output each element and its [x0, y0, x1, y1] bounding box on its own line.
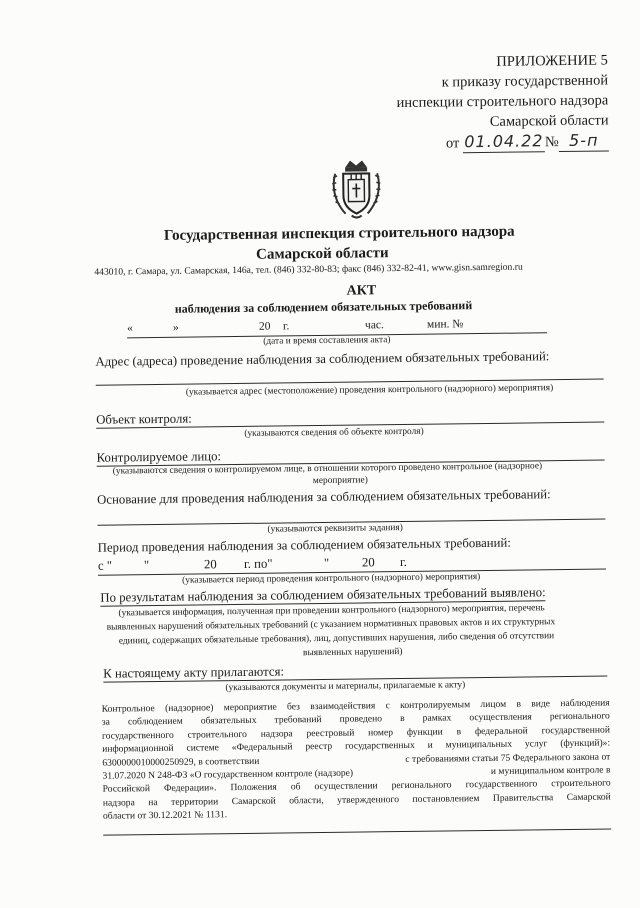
date-year-suffix: г. — [282, 320, 290, 333]
appendix-date-handwritten: 01.04.22 — [463, 131, 545, 153]
appendix-number-handwritten: 5-п — [559, 130, 609, 152]
paragraph-line-8: надзора на территории Самарской области, утвержденного постановлением Правительства Самарской — [102, 791, 611, 809]
basis-hint: (указываются реквизиты задания) — [267, 522, 403, 535]
address-hint: (указывается адрес (местоположение) проведения контрольного (надзорного) мероприятия) — [185, 383, 554, 398]
appendix-date-prefix: от — [445, 135, 460, 152]
address-label: Адрес (адреса) проведение наблюдения за соблюдением обязательных требований: — [95, 349, 550, 369]
date-hint: (дата и время составления акта) — [263, 335, 391, 347]
appendix-block — [388, 50, 609, 154]
appendix-line-3: инспекции строительного надзора — [396, 92, 609, 112]
attachments-hint: (указываются документы и материалы, прилагаемые к акту) — [225, 680, 466, 694]
period-quote-1: " — [143, 558, 150, 573]
results-hint-2: выявленных нарушений обязательных требований (с указанием нормативных правовых актов и их структурных — [106, 617, 556, 633]
paragraph-line-6b: и муниципальном контроле в — [490, 764, 611, 777]
date-minutes-number: мин. № — [426, 318, 464, 331]
paragraph-line-3: государственного строительного надзора реестровый номер функции в федеральной государственной — [101, 724, 611, 742]
organization-name-line-2: Самарской области — [256, 245, 389, 263]
legal-paragraph — [102, 696, 611, 823]
period-year-2: 20 — [361, 555, 375, 570]
basis-label: Основание для проведения наблюдения за соблюдением обязательных требований: — [97, 487, 551, 507]
paragraph-line-7: Российской Федерации». Положения об осуществлении регионального государственного строительного — [102, 777, 611, 796]
results-hint-4: выявленных нарушений) — [302, 647, 403, 659]
organization-contacts: 443010, г. Самара, ул. Самарская, 146а, тел. (846) 332-80-83; факс (846) 332-82-41, www.gisn.samregion.ru — [94, 261, 523, 278]
period-quote-2: " — [323, 555, 330, 570]
period-to: г. по" — [243, 556, 273, 571]
coat-of-arms-emblem — [331, 157, 382, 222]
organization-name-line-1: Государственная инспекция строительного надзора — [163, 223, 515, 244]
results-hint-3: единиц, содержащих обязательные требования), лиц, допустивших нарушения, либо сведения об отсутствии — [118, 631, 555, 647]
paragraph-line-2: за соблюдением обязательных требований проведено в рамках осуществления регионального — [101, 710, 610, 729]
appendix-number-prefix: № — [544, 134, 559, 151]
date-quote-open: « — [126, 322, 133, 335]
paragraph-line-4: информационной системе «Федеральный реестр государственных и муниципальных услуг (функций)»: — [102, 737, 611, 755]
date-year-prefix: 20 — [258, 320, 271, 333]
attachments-label: К настоящему акту прилагаются: — [103, 661, 607, 683]
act-title: АКТ — [346, 283, 377, 299]
footer-rule — [103, 828, 611, 835]
paragraph-line-6a: 31.07.2020 N 248-ФЗ «О государственном контроле (надзоре) — [102, 767, 354, 782]
paragraph-line-5a: 6300000010000250929, в соответствии — [102, 755, 260, 769]
period-label: Период проведения наблюдения за соблюдением обязательных требований: — [97, 535, 511, 555]
results-label: По результатам наблюдения за соблюдением обязательных требований выявлено: — [100, 585, 546, 605]
object-label: Объект контроля: — [96, 407, 604, 429]
object-hint: (указываются сведения об объекте контроля) — [244, 426, 424, 439]
appendix-line-2: к приказу государственной — [441, 72, 609, 91]
period-year-1: 20 — [203, 557, 217, 572]
date-quote-close: » — [172, 321, 179, 334]
appendix-date-row — [389, 130, 609, 154]
appendix-title: ПРИЛОЖЕНИЕ 5 — [496, 52, 608, 70]
controlled-person-label: Контролируемое лицо: — [97, 445, 605, 467]
appendix-line-4: Самарской области — [489, 112, 609, 130]
paragraph-line-1: Контрольное (надзорное) мероприятие без взаимодействия с контролируемым лицом в виде наблюдения — [101, 697, 610, 715]
date-hour: час. — [364, 319, 384, 332]
controlled-person-hint-1: (указываются сведения о контролируемом лице, в отношении которого проведено контрольное (надзорное) — [112, 461, 543, 477]
paragraph-line-5b: с требованиями статьи 75 Федерального закона от — [405, 751, 611, 765]
controlled-person-hint-2: мероприятие) — [312, 475, 368, 487]
paragraph-line-9: области от 30.12.2021 № 1131. — [102, 809, 228, 822]
period-from: с " — [97, 558, 113, 573]
period-g: г. — [399, 554, 408, 570]
act-subtitle: наблюдения за соблюдением обязательных требований — [174, 298, 473, 316]
results-hint-1: (указывается информация, полученная при проведении контрольного (надзорного) мероприятия, перечень — [118, 603, 545, 619]
period-hint: (указывается период проведения контрольного (надзорного) мероприятия) — [182, 572, 481, 586]
